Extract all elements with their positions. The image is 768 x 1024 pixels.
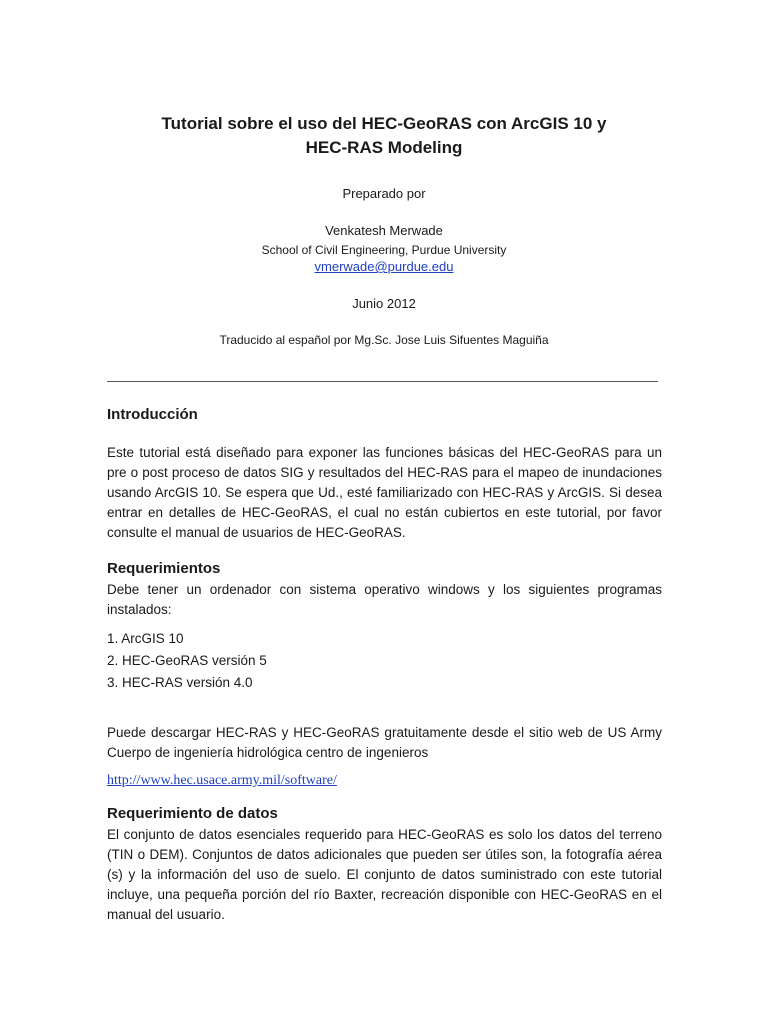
data-line: incluye, una pequeña porción del río Baxter, recreación disponible con HEC-GeoRAS en el	[107, 887, 662, 902]
download-paragraph	[107, 723, 662, 763]
horizontal-divider	[107, 381, 658, 382]
translator-credit: Traducido al español por Mg.Sc. Jose Luis Sifuentes Maguiña	[219, 333, 549, 347]
requirements-line: Debe tener un ordenador con sistema operativo windows y los siguientes programas	[107, 582, 662, 597]
list-item: 3. HEC-RAS versión 4.0	[107, 675, 253, 690]
requirements-heading: Requerimientos	[107, 560, 221, 577]
data-requirements-heading: Requerimiento de datos	[107, 805, 278, 822]
data-line: (TIN o DEM). Conjuntos de datos adicionales que pueden ser útiles son, la fotografía aérea	[107, 847, 662, 862]
intro-paragraph	[107, 443, 662, 543]
intro-line: entrar en detalles de HEC-GeoRAS, el cual no están cubiertos en este tutorial, por favor	[107, 505, 662, 520]
requirements-paragraph	[107, 580, 662, 620]
software-download-link[interactable]: http://www.hec.usace.army.mil/software/	[107, 773, 337, 788]
author-email-link[interactable]: vmerwade@purdue.edu	[314, 259, 454, 274]
data-line: manual del usuario.	[107, 907, 225, 922]
document-date: Junio 2012	[352, 296, 416, 311]
list-item: 1. ArcGIS 10	[107, 631, 184, 646]
download-line: Puede descargar HEC-RAS y HEC-GeoRAS gratuitamente desde el sitio web de US Army	[107, 725, 662, 740]
author-affiliation: School of Civil Engineering, Purdue University	[261, 243, 507, 257]
download-line: Cuerpo de ingeniería hidrológica centro de ingenieros	[107, 745, 429, 760]
data-requirements-paragraph	[107, 825, 662, 925]
data-line: El conjunto de datos esenciales requerido para HEC-GeoRAS es solo los datos del terreno	[107, 827, 662, 842]
list-item: 2. HEC-GeoRAS versión 5	[107, 653, 267, 668]
intro-line: pre o post proceso de datos SIG y resultados del HEC-RAS para el mapeo de inundaciones	[107, 465, 662, 480]
data-line: (s) y la información del uso de suelo. El conjunto de datos suministrado con este tutorial	[107, 867, 662, 882]
document-title-line2: HEC-RAS Modeling	[305, 138, 463, 157]
intro-heading: Introducción	[107, 406, 198, 423]
intro-line: Este tutorial está diseñado para exponer las funciones básicas del HEC-GeoRAS para un	[107, 445, 662, 460]
author-email-row	[0, 259, 768, 274]
prepared-by-label: Preparado por	[342, 186, 426, 201]
intro-line: usando ArcGIS 10. Se espera que Ud., esté familiarizado con HEC-RAS y ArcGIS. Si desea	[107, 485, 662, 500]
document-title-line1: Tutorial sobre el uso del HEC-GeoRAS con ArcGIS 10 y	[161, 114, 607, 133]
author-name: Venkatesh Merwade	[325, 223, 443, 238]
intro-line: consulte el manual de usuarios de HEC-GeoRAS.	[107, 525, 406, 540]
requirements-line: instalados:	[107, 602, 172, 617]
